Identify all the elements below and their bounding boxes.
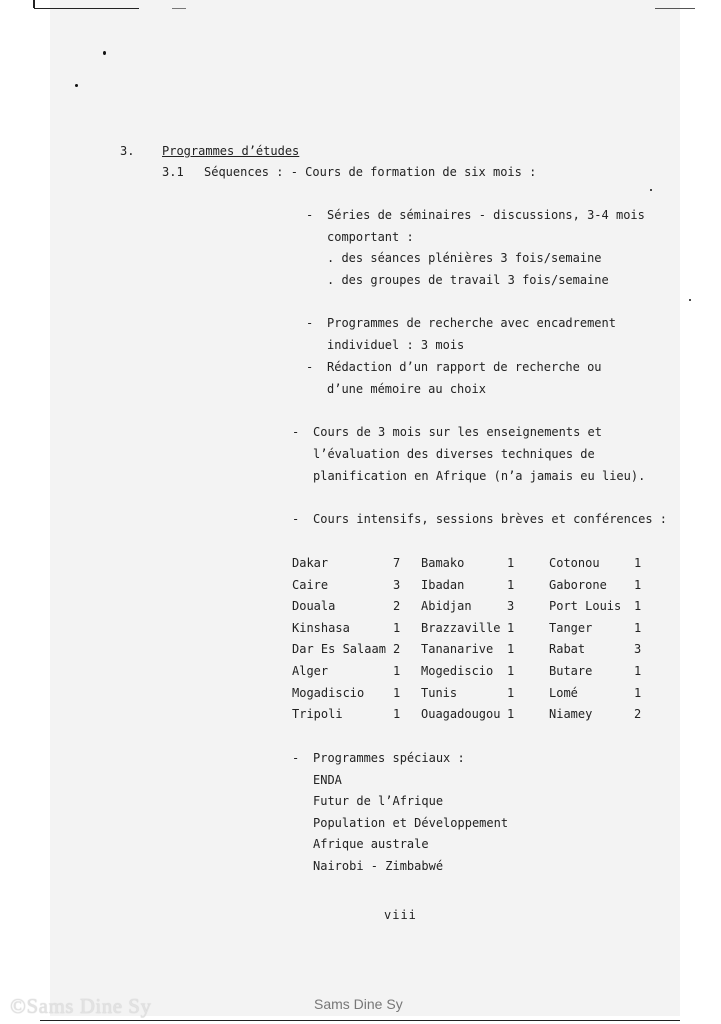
scan-speck [103,51,106,55]
watermark: ©Sams Dine Sy [10,994,152,1018]
city-name: Dakar [292,556,329,570]
course-line: l’évaluation des diverses techniques de [313,447,595,461]
city-name: Cotonou [549,556,600,570]
city-count: 1 [634,599,642,614]
city-count: 1 [507,685,515,700]
city-count: 1 [393,685,401,700]
city-count: 1 [634,556,642,570]
bullet-dash: - [306,208,314,222]
city-name: Tunis [421,685,458,700]
city-count: 1 [634,664,642,678]
bullet-dash: - [292,751,300,765]
city-name: Dar Es Salaam [292,642,386,657]
special-programme-item: Futur de l’Afrique [313,794,444,808]
city-count: 1 [507,556,515,570]
city-count: 3 [634,642,642,657]
seminar-subitem: . des groupes de travail 3 fois/semaine [327,273,609,287]
city-name: Lomé [549,685,578,700]
special-programmes-heading: Programmes spéciaux : [313,751,465,765]
city-count: 1 [507,664,515,678]
scan-bottom-rule [40,1020,680,1021]
city-name: Ouagadougou [421,707,501,722]
city-count: 1 [393,707,401,722]
city-name: Mogadiscio [292,685,365,700]
bullet-dash: - [292,425,300,439]
city-name: Douala [292,599,336,614]
city-name: Abidjan [421,599,472,614]
city-count: 3 [507,599,515,614]
city-count: 1 [634,620,642,635]
seminar-subitem: . des séances plénières 3 fois/semaine [327,251,602,265]
scan-speck [650,189,652,191]
city-name: Tanger [549,620,593,635]
city-count: 2 [393,642,401,657]
city-name: Niamey [549,707,593,722]
scan-speck [689,299,691,301]
special-programme-item: ENDA [313,773,342,787]
scan-top-rule [34,8,139,9]
bullet-dash: - [306,316,314,330]
city-name: Port Louis [549,599,622,614]
city-name: Alger [292,664,329,678]
city-count: 1 [507,577,515,592]
city-name: Tripoli [292,707,343,722]
seminar-line: Séries de séminaires - discussions, 3-4 mois [327,208,645,222]
city-name: Ibadan [421,577,465,592]
city-count: 1 [507,642,515,657]
course-line: Cours de 3 mois sur les enseignements et [313,425,602,439]
bullet-dash: - [292,512,300,526]
city-count: 1 [507,707,515,722]
section-title: Programmes d’études [162,144,300,158]
city-name: Mogediscio [421,664,494,678]
city-name: Rabat [549,642,586,657]
intensive-courses-line: Cours intensifs, sessions brèves et conférences : [313,512,668,526]
city-count: 2 [634,707,642,722]
report-line: Rédaction d’un rapport de recherche ou [327,360,602,374]
scan-speck [75,84,78,87]
city-count: 1 [393,620,401,635]
city-count: 3 [393,577,401,592]
footer-author: Sams Dine Sy [314,996,403,1012]
special-programme-item: Population et Développement [313,816,509,830]
city-count: 1 [507,620,515,635]
city-name: Caire [292,577,329,592]
subsection-number: 3.1 [162,165,184,179]
scan-top-rule-fragment [172,8,186,9]
report-line: d’une mémoire au choix [327,382,486,396]
bullet-dash: - [306,360,314,374]
subsection-text: Séquences : - Cours de formation de six mois : [204,165,537,179]
research-line: Programmes de recherche avec encadrement [327,316,616,330]
city-count: 1 [634,685,642,700]
city-count: 2 [393,599,401,614]
city-name: Brazzaville [421,620,501,635]
page-number: viii [384,908,417,922]
section-number: 3. [120,144,135,158]
special-programme-item: Nairobi - Zimbabwé [313,859,444,873]
city-name: Butare [549,664,593,678]
city-name: Bamako [421,556,465,570]
city-count: 1 [634,577,642,592]
scan-edge-mark [33,0,35,8]
seminar-line: comportant : [327,230,414,244]
city-name: Tananarive [421,642,494,657]
research-line: individuel : 3 mois [327,338,465,352]
scan-top-rule-right [655,8,695,9]
city-name: Kinshasa [292,620,350,635]
city-name: Gaborone [549,577,607,592]
city-count: 1 [393,664,401,678]
course-line: planification en Afrique (n’a jamais eu lieu). [313,469,646,483]
city-count: 7 [393,556,401,570]
special-programme-item: Afrique australe [313,837,429,851]
